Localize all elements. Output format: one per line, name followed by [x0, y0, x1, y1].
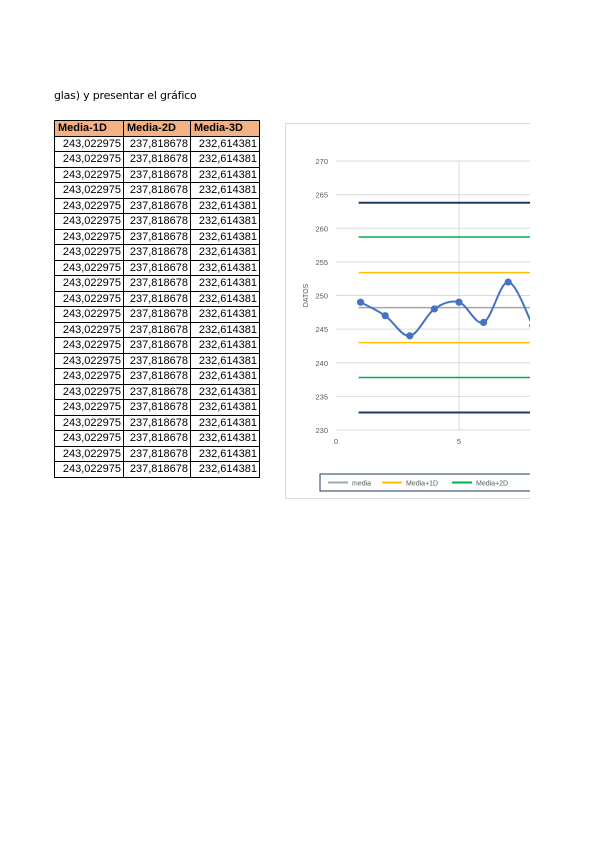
legend-label: Media+1D [406, 480, 439, 488]
table-row [55, 322, 260, 338]
table-row [55, 338, 260, 354]
table-cell[interactable]: 237,818678 [124, 198, 191, 214]
table-cell[interactable]: 232,614381 [191, 431, 260, 447]
table-cell[interactable]: 237,818678 [124, 384, 191, 400]
table-cell[interactable]: 232,614381 [191, 167, 260, 183]
table-cell[interactable]: 243,022975 [55, 322, 124, 338]
table-row [55, 245, 260, 261]
table-cell[interactable]: 237,818678 [124, 307, 191, 323]
table-cell[interactable]: 237,818678 [124, 338, 191, 354]
x-tick-label: 5 [456, 437, 462, 446]
column-header[interactable]: Media-1D [55, 121, 124, 137]
table-cell[interactable]: 232,614381 [191, 245, 260, 261]
table-cell[interactable]: 243,022975 [55, 229, 124, 245]
table-cell[interactable]: 243,022975 [55, 136, 124, 152]
table-row [55, 214, 260, 230]
table-cell[interactable]: 243,022975 [55, 307, 124, 323]
y-tick-label: 270 [315, 157, 328, 166]
table-cell[interactable]: 237,818678 [124, 446, 191, 462]
data-point [406, 332, 413, 339]
table-cell[interactable]: 232,614381 [191, 152, 260, 168]
section-heading: glas) y presentar el gráfico [54, 89, 197, 102]
table-cell[interactable]: 232,614381 [191, 307, 260, 323]
table-cell[interactable]: 243,022975 [55, 431, 124, 447]
table-cell[interactable]: 237,818678 [124, 415, 191, 431]
table-cell[interactable]: 237,818678 [124, 291, 191, 307]
table-cell[interactable]: 232,614381 [191, 291, 260, 307]
table-cell[interactable]: 232,614381 [191, 353, 260, 369]
table-row [55, 260, 260, 276]
table-header-row [55, 121, 260, 137]
table-cell[interactable]: 243,022975 [55, 260, 124, 276]
table-cell[interactable]: 243,022975 [55, 198, 124, 214]
control-chart[interactable] [285, 123, 546, 499]
table-cell[interactable]: 237,818678 [124, 353, 191, 369]
table-cell[interactable]: 232,614381 [191, 276, 260, 292]
table-cell[interactable]: 232,614381 [191, 369, 260, 385]
table-row [55, 307, 260, 323]
x-tick-label: 0 [333, 437, 339, 446]
table-cell[interactable]: 243,022975 [55, 245, 124, 261]
legend-label: Media+2D [476, 480, 509, 488]
table-cell[interactable]: 243,022975 [55, 415, 124, 431]
column-header[interactable]: Media-3D [191, 121, 260, 137]
table-cell[interactable]: 232,614381 [191, 260, 260, 276]
table-row [55, 384, 260, 400]
table-row [55, 415, 260, 431]
table-cell[interactable]: 243,022975 [55, 152, 124, 168]
data-table [54, 120, 260, 478]
table-row [55, 152, 260, 168]
table-cell[interactable]: 243,022975 [55, 214, 124, 230]
table-cell[interactable]: 237,818678 [124, 431, 191, 447]
table-row [55, 183, 260, 199]
table-cell[interactable]: 232,614381 [191, 229, 260, 245]
table-row [55, 462, 260, 478]
table-cell[interactable]: 243,022975 [55, 338, 124, 354]
table-row [55, 353, 260, 369]
table-cell[interactable]: 237,818678 [124, 136, 191, 152]
table-cell[interactable]: 237,818678 [124, 245, 191, 261]
table-cell[interactable]: 237,818678 [124, 462, 191, 478]
table-cell[interactable]: 232,614381 [191, 338, 260, 354]
table-cell[interactable]: 243,022975 [55, 446, 124, 462]
table-row [55, 276, 260, 292]
y-tick-label: 230 [315, 426, 328, 435]
table-cell[interactable]: 237,818678 [124, 369, 191, 385]
table-cell[interactable]: 243,022975 [55, 462, 124, 478]
table-row [55, 167, 260, 183]
table-cell[interactable]: 232,614381 [191, 384, 260, 400]
table-cell[interactable]: 232,614381 [191, 322, 260, 338]
table-cell[interactable]: 237,818678 [124, 322, 191, 338]
table-cell[interactable]: 243,022975 [55, 167, 124, 183]
table-cell[interactable]: 237,818678 [124, 167, 191, 183]
table-cell[interactable]: 232,614381 [191, 136, 260, 152]
legend-label: media [352, 480, 372, 488]
table-row [55, 229, 260, 245]
table-cell[interactable]: 243,022975 [55, 400, 124, 416]
table-cell[interactable]: 232,614381 [191, 214, 260, 230]
data-point [480, 319, 487, 326]
table-row [55, 198, 260, 214]
table-cell[interactable]: 237,818678 [124, 152, 191, 168]
table-cell[interactable]: 232,614381 [191, 415, 260, 431]
table-row [55, 136, 260, 152]
data-point [455, 299, 462, 306]
data-point [382, 312, 389, 319]
data-point [357, 299, 364, 306]
table-cell[interactable]: 237,818678 [124, 260, 191, 276]
table-row [55, 446, 260, 462]
y-tick-label: 245 [315, 325, 328, 335]
table-cell[interactable]: 232,614381 [191, 400, 260, 416]
table-cell[interactable]: 243,022975 [55, 353, 124, 369]
table-row [55, 431, 260, 447]
table-row [55, 369, 260, 385]
y-axis-title: DATOS [303, 283, 310, 308]
table-cell[interactable]: 232,614381 [191, 446, 260, 462]
table-cell[interactable]: 243,022975 [55, 276, 124, 292]
table-cell[interactable]: 232,614381 [191, 462, 260, 478]
y-tick-label: 235 [315, 392, 328, 402]
table-cell[interactable]: 237,818678 [124, 229, 191, 245]
table-row [55, 291, 260, 307]
y-tick-label: 240 [315, 358, 328, 368]
y-tick-label: 250 [315, 291, 328, 301]
data-point [505, 278, 512, 285]
table-cell[interactable]: 232,614381 [191, 183, 260, 199]
page-margin [530, 100, 599, 520]
y-tick-label: 260 [315, 224, 328, 234]
table-cell[interactable]: 243,022975 [55, 183, 124, 199]
table-cell[interactable]: 232,614381 [191, 198, 260, 214]
y-tick-label: 265 [315, 190, 328, 200]
table-cell[interactable]: 237,818678 [124, 276, 191, 292]
y-tick-label: 255 [315, 257, 328, 267]
table-cell[interactable]: 243,022975 [55, 384, 124, 400]
table-cell[interactable]: 243,022975 [55, 291, 124, 307]
data-series-line [361, 282, 533, 336]
table-row [55, 400, 260, 416]
table-cell[interactable]: 237,818678 [124, 400, 191, 416]
column-header[interactable]: Media-2D [124, 121, 191, 137]
data-point [431, 305, 438, 312]
chart-svg [286, 124, 546, 498]
table-cell[interactable]: 237,818678 [124, 214, 191, 230]
table-cell[interactable]: 237,818678 [124, 183, 191, 199]
table-cell[interactable]: 243,022975 [55, 369, 124, 385]
